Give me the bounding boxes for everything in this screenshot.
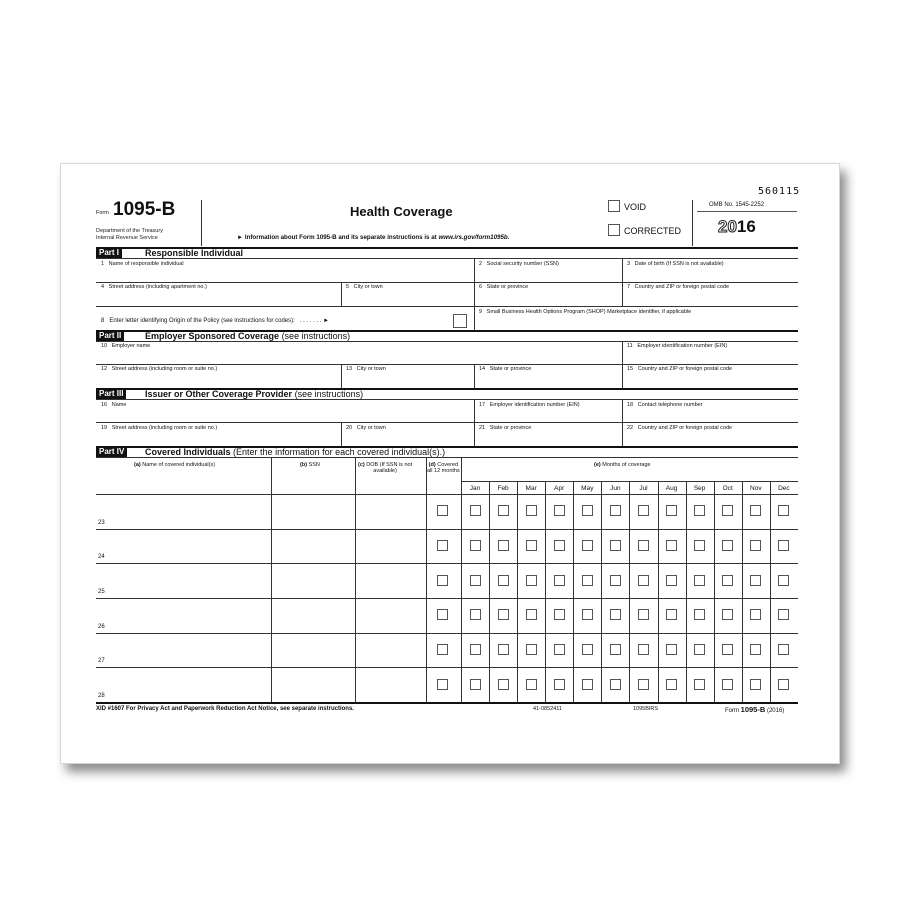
row-26-may-checkbox[interactable] — [582, 609, 593, 620]
col-de-div — [461, 457, 462, 702]
p1-row1-rule — [96, 282, 798, 283]
row-26-feb-checkbox[interactable] — [498, 609, 509, 620]
row-24-may-checkbox[interactable] — [582, 540, 593, 551]
row-23-all12-checkbox[interactable] — [437, 505, 448, 516]
row-27-oct-checkbox[interactable] — [722, 644, 733, 655]
field-14-label[interactable]: 14 State or province — [479, 366, 532, 372]
row-26-mar-checkbox[interactable] — [526, 609, 537, 620]
row-24-sep-checkbox[interactable] — [694, 540, 705, 551]
col-e-header: (e) Months of coverage — [594, 462, 651, 468]
field-11-label[interactable]: 11 Employer identification number (EIN) — [627, 343, 728, 349]
header-divider-left — [201, 200, 202, 246]
row-rule — [96, 563, 798, 564]
month-divider — [601, 481, 602, 702]
footer-cat: 41-0852411 — [533, 706, 562, 712]
field-3-label[interactable]: 3 Date of birth (If SSN is not available) — [627, 261, 724, 267]
year-suffix: 16 — [736, 217, 756, 236]
p1-r1-div2 — [622, 258, 623, 283]
month-header-apr: Apr — [554, 485, 565, 492]
month-divider — [545, 481, 546, 702]
row-rule — [96, 633, 798, 634]
row-28-may-checkbox[interactable] — [582, 679, 593, 690]
row-28-all12-checkbox[interactable] — [437, 679, 448, 690]
footer-notice: XID #1607 For Privacy Act and Paperwork Reduction Act Notice, see separate instructions. — [96, 706, 354, 712]
row-27-may-checkbox[interactable] — [582, 644, 593, 655]
form-title: Health Coverage — [350, 204, 453, 219]
void-label: VOID — [624, 202, 647, 212]
row-23-oct-checkbox[interactable] — [722, 505, 733, 516]
col-a-header: (a) Name of covered individual(s) — [134, 462, 216, 468]
row-26-dec-checkbox[interactable] — [778, 609, 789, 620]
row-28-sep-checkbox[interactable] — [694, 679, 705, 690]
p1-r2-div1 — [341, 282, 342, 306]
month-divider — [714, 481, 715, 702]
row-24-mar-checkbox[interactable] — [526, 540, 537, 551]
field-2-label[interactable]: 2 Social security number (SSN) — [479, 261, 559, 267]
dept-line1: Department of the Treasury — [96, 228, 163, 234]
form-word: Form — [96, 210, 109, 216]
field-8-label[interactable]: 8 Enter letter identifying Origin of the Policy (see instructions for codes): . . . . . . . ► — [101, 318, 330, 324]
footer-form: Form 1095-B (2016) — [725, 705, 785, 714]
row-23-nov-checkbox[interactable] — [750, 505, 761, 516]
p2-r2-div2 — [474, 364, 475, 388]
field-12-label[interactable]: 12 Street address (including room or suite no.) — [101, 366, 218, 372]
field-20-label[interactable]: 20 City or town — [346, 425, 386, 431]
field-1-label[interactable]: 1 Name of responsible individual — [101, 261, 184, 267]
month-header-oct: Oct — [722, 485, 733, 492]
row-25-aug-checkbox[interactable] — [666, 575, 677, 586]
row-26-jan-checkbox[interactable] — [470, 609, 481, 620]
part4-label: Part IV — [96, 447, 127, 457]
part3-label: Part III — [96, 389, 126, 399]
p3-row1-rule — [96, 422, 798, 423]
col-d-header: (d) Covered all 12 months — [427, 462, 460, 474]
month-divider — [489, 481, 490, 702]
row-24-aug-checkbox[interactable] — [666, 540, 677, 551]
field-19-label[interactable]: 19 Street address (including room or suite no.) — [101, 425, 218, 431]
part2-title: Employer Sponsored Coverage (see instructions) — [145, 331, 351, 341]
month-divider — [517, 481, 518, 702]
part1-header-rule — [96, 258, 798, 259]
row-26-jun-checkbox[interactable] — [610, 609, 621, 620]
row-25-nov-checkbox[interactable] — [750, 575, 761, 586]
row-25-apr-checkbox[interactable] — [554, 575, 565, 586]
row-23-jan-checkbox[interactable] — [470, 505, 481, 516]
row-27-jul-checkbox[interactable] — [638, 644, 649, 655]
row-28-jul-checkbox[interactable] — [638, 679, 649, 690]
month-divider — [629, 481, 630, 702]
p2-r2-div3 — [622, 364, 623, 388]
corrected-checkbox[interactable] — [608, 224, 620, 236]
part4-bottom-rule — [96, 702, 798, 704]
month-header-jun: Jun — [610, 485, 621, 492]
form-sheet — [60, 163, 840, 764]
row-28-nov-checkbox[interactable] — [750, 679, 761, 690]
month-header-mar: Mar — [525, 485, 537, 492]
row-25-all12-checkbox[interactable] — [437, 575, 448, 586]
p1-r2-div3 — [622, 282, 623, 306]
month-header-sep: Sep — [693, 485, 706, 492]
row-24-jun-checkbox[interactable] — [610, 540, 621, 551]
row-25-may-checkbox[interactable] — [582, 575, 593, 586]
row-26-sep-checkbox[interactable] — [694, 609, 705, 620]
p2-r2-div1 — [341, 364, 342, 388]
info-url[interactable]: www.irs.gov/form1095b. — [438, 234, 510, 241]
month-divider — [742, 481, 743, 702]
row-23-feb-checkbox[interactable] — [498, 505, 509, 516]
part3-title: Issuer or Other Coverage Provider (see instructions) — [145, 389, 364, 399]
part4-title: Covered Individuals (Enter the information for each covered individual(s).) — [145, 447, 446, 457]
part1-title: Responsible Individual — [145, 248, 244, 258]
col-bc-div — [355, 457, 356, 702]
row-23-may-checkbox[interactable] — [582, 505, 593, 516]
col-c-header: (c) DOB (If SSN is not available) — [358, 462, 413, 474]
p3-r1-div2 — [622, 399, 623, 423]
p3-r2-div2 — [474, 422, 475, 446]
row-24-dec-checkbox[interactable] — [778, 540, 789, 551]
p2-row1-rule — [96, 364, 798, 365]
row-26-apr-checkbox[interactable] — [554, 609, 565, 620]
field-10-label[interactable]: 10 Employer name — [101, 343, 151, 349]
row-27-nov-checkbox[interactable] — [750, 644, 761, 655]
p3-r2-div1 — [341, 422, 342, 446]
month-header-nov: Nov — [750, 485, 762, 492]
row-number-28: 28 — [98, 693, 105, 700]
dept-line2: Internal Revenue Service — [96, 235, 158, 241]
part2-header-rule — [96, 341, 798, 342]
row-23-aug-checkbox[interactable] — [666, 505, 677, 516]
row-23-apr-checkbox[interactable] — [554, 505, 565, 516]
field-17-label[interactable]: 17 Employer identification number (EIN) — [479, 402, 580, 408]
row-27-all12-checkbox[interactable] — [437, 644, 448, 655]
field-4-label[interactable]: 4 Street address (including apartment no.) — [101, 284, 207, 290]
field-22-label[interactable]: 22 Country and ZIP or foreign postal code — [627, 425, 733, 431]
row-rule — [96, 598, 798, 599]
month-divider — [658, 481, 659, 702]
form-code: 560115 — [758, 186, 801, 197]
row-28-mar-checkbox[interactable] — [526, 679, 537, 690]
row-27-dec-checkbox[interactable] — [778, 644, 789, 655]
month-header-aug: Aug — [665, 485, 678, 492]
field-5-label[interactable]: 5 City or town — [346, 284, 383, 290]
form-number: 1095-B — [113, 199, 176, 220]
field-18-label[interactable]: 18 Contact telephone number — [627, 402, 703, 408]
row-rule — [96, 667, 798, 668]
row-26-nov-checkbox[interactable] — [750, 609, 761, 620]
month-divider — [686, 481, 687, 702]
row-28-dec-checkbox[interactable] — [778, 679, 789, 690]
p2-r1-div — [622, 341, 623, 365]
month-header-jan: Jan — [469, 485, 481, 492]
row-24-jan-checkbox[interactable] — [470, 540, 481, 551]
row-25-jan-checkbox[interactable] — [470, 575, 481, 586]
row-27-jan-checkbox[interactable] — [470, 644, 481, 655]
month-header-jul: Jul — [639, 485, 648, 492]
row-23-jul-checkbox[interactable] — [638, 505, 649, 516]
row-24-all12-checkbox[interactable] — [437, 540, 448, 551]
field-8-arrow-icon: . . . . . . . ► — [299, 318, 330, 324]
row-27-apr-checkbox[interactable] — [554, 644, 565, 655]
omb-number: OMB No. 1545-2252 — [709, 202, 765, 208]
row-26-all12-checkbox[interactable] — [437, 609, 448, 620]
part3-header-rule — [96, 399, 798, 400]
row-25-feb-checkbox[interactable] — [498, 575, 509, 586]
row-26-jul-checkbox[interactable] — [638, 609, 649, 620]
row-number-25: 25 — [98, 589, 105, 595]
p1-row2-rule — [96, 306, 798, 307]
field-6-label[interactable]: 6 State or province — [479, 284, 529, 290]
header-divider-right — [692, 200, 693, 246]
p1-r1-div1 — [474, 258, 475, 283]
row-26-oct-checkbox[interactable] — [722, 609, 733, 620]
p3-r1-div1 — [474, 399, 475, 423]
row-23-mar-checkbox[interactable] — [526, 505, 537, 516]
row-28-jan-checkbox[interactable] — [470, 679, 481, 690]
void-checkbox[interactable] — [608, 200, 620, 212]
row-25-oct-checkbox[interactable] — [722, 575, 733, 586]
row-25-sep-checkbox[interactable] — [694, 575, 705, 586]
row-25-dec-checkbox[interactable] — [778, 575, 789, 586]
row-23-sep-checkbox[interactable] — [694, 505, 705, 516]
field-13-label[interactable]: 13 City or town — [346, 366, 386, 372]
row-27-mar-checkbox[interactable] — [526, 644, 537, 655]
field-9-label[interactable]: 9 Small Business Health Options Program (SHOP) Marketplace identifier, if applicable — [479, 309, 692, 315]
row-25-mar-checkbox[interactable] — [526, 575, 537, 586]
col-b-header: (b) SSN — [300, 462, 320, 468]
info-line — [237, 234, 509, 241]
row-23-dec-checkbox[interactable] — [778, 505, 789, 516]
months-bottom-rule — [96, 494, 798, 495]
part1-label: Part I — [96, 248, 122, 258]
row-number-24: 24 — [98, 554, 105, 561]
month-header-dec: Dec — [778, 485, 790, 492]
field-21-label[interactable]: 21 State or province — [479, 425, 532, 431]
col-cd-div — [426, 457, 427, 702]
row-25-jul-checkbox[interactable] — [638, 575, 649, 586]
tax-year — [718, 217, 756, 237]
field-7-label[interactable]: 7 Country and ZIP or foreign postal code — [627, 284, 730, 290]
row-27-aug-checkbox[interactable] — [666, 644, 677, 655]
field-8-input[interactable] — [453, 314, 467, 328]
row-28-oct-checkbox[interactable] — [722, 679, 733, 690]
month-header-feb: Feb — [497, 485, 509, 492]
corrected-label: CORRECTED — [624, 226, 682, 236]
field-15-label[interactable]: 15 Country and ZIP or foreign postal code — [627, 366, 733, 372]
part4-header-rule — [96, 457, 798, 458]
row-number-23: 23 — [98, 519, 105, 526]
row-24-jul-checkbox[interactable] — [638, 540, 649, 551]
footer-code: 1095BIRS — [633, 706, 659, 712]
col-ab-div — [271, 457, 272, 702]
row-26-aug-checkbox[interactable] — [666, 609, 677, 620]
row-27-jun-checkbox[interactable] — [610, 644, 621, 655]
field-16-label[interactable]: 16 Name — [101, 402, 127, 408]
month-header-may: May — [581, 485, 594, 492]
row-27-sep-checkbox[interactable] — [694, 644, 705, 655]
row-24-oct-checkbox[interactable] — [722, 540, 733, 551]
year-prefix: 20 — [718, 217, 737, 236]
row-27-feb-checkbox[interactable] — [498, 644, 509, 655]
row-28-apr-checkbox[interactable] — [554, 679, 565, 690]
row-23-jun-checkbox[interactable] — [610, 505, 621, 516]
p3-r2-div3 — [622, 422, 623, 446]
row-28-jun-checkbox[interactable] — [610, 679, 621, 690]
row-number-27: 27 — [98, 658, 105, 665]
month-divider — [573, 481, 574, 702]
info-text: Information about Form 1095-B and its separate instructions is at — [244, 234, 437, 241]
row-24-apr-checkbox[interactable] — [554, 540, 565, 551]
info-arrow-icon: ► — [237, 234, 244, 241]
row-24-nov-checkbox[interactable] — [750, 540, 761, 551]
row-28-aug-checkbox[interactable] — [666, 679, 677, 690]
part2-label: Part II — [96, 331, 124, 341]
omb-underline — [697, 211, 797, 212]
row-25-jun-checkbox[interactable] — [610, 575, 621, 586]
row-28-feb-checkbox[interactable] — [498, 679, 509, 690]
row-rule — [96, 529, 798, 530]
month-divider — [770, 481, 771, 702]
row-24-feb-checkbox[interactable] — [498, 540, 509, 551]
row-number-26: 26 — [98, 623, 105, 630]
